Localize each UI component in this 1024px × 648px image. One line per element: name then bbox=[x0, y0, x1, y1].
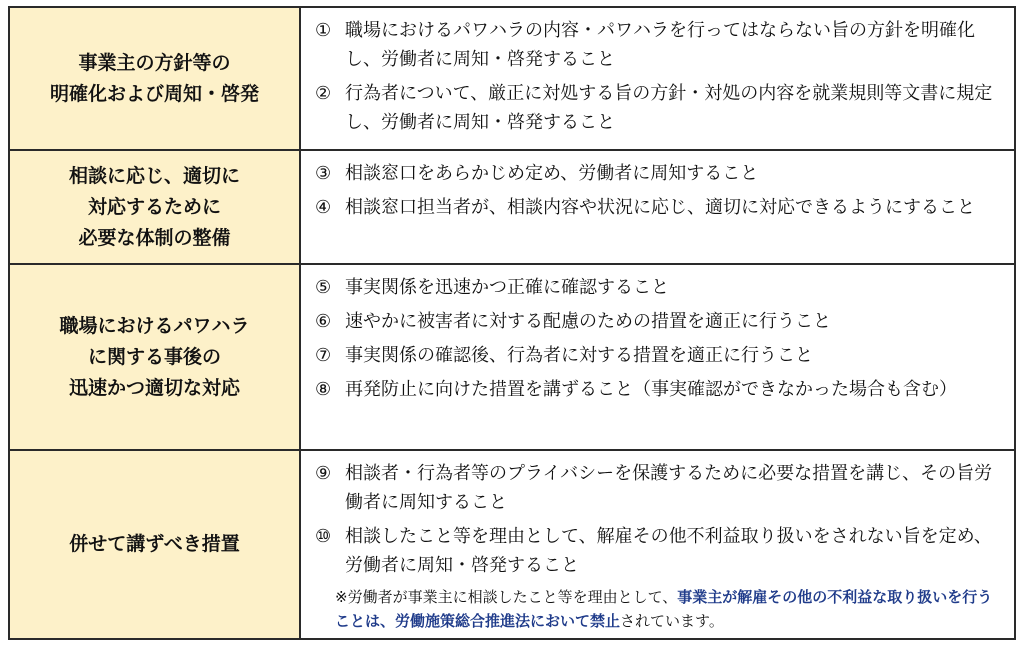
list-item: ④ 相談窓口担当者が、相談内容や状況に応じ、適切に対応できるようにすること bbox=[315, 197, 975, 218]
list-item: ⑨ 相談者・行為者等のプライバシーを保護するために必要な措置を講じ、その旨労働者に周知すること bbox=[315, 463, 993, 513]
list-item: ⑤ 事実関係を迅速かつ正確に確認すること bbox=[315, 277, 669, 298]
list-item: ② 行為者について、厳正に対処する旨の方針・対処の内容を就業規則等文書に規定し、労働者に周知・啓発すること bbox=[315, 83, 993, 133]
row-body-1 bbox=[301, 8, 1014, 151]
footnote-suffix: されています。 bbox=[620, 612, 724, 630]
list-item: ⑩ 相談したこと等を理由として、解雇その他不利益取り扱いをされない旨を定め、労働者に周知・啓発すること bbox=[315, 526, 992, 576]
row-body-3 bbox=[301, 265, 1014, 451]
list-item: ⑧ 再発防止に向けた措置を講ずること（事実確認ができなかった場合も含む） bbox=[315, 379, 957, 400]
footnote bbox=[335, 585, 1004, 633]
list-item: ① 職場におけるパワハラの内容・パワハラを行ってはならない旨の方針を明確化し、労働者に周知・啓発すること bbox=[315, 20, 975, 70]
row-heading-2: 相談に応じ、適切に 対応するために 必要な体制の整備 bbox=[10, 151, 301, 265]
footnote-prefix: ※労働者が事業主に相談したこと等を理由として、 bbox=[335, 588, 678, 606]
row-body-2 bbox=[301, 151, 1014, 265]
row-body-4 bbox=[301, 451, 1014, 638]
row-heading-1: 事業主の方針等の 明確化および周知・啓発 bbox=[10, 8, 301, 151]
list-item: ⑦ 事実関係の確認後、行為者に対する措置を適正に行うこと bbox=[315, 345, 813, 366]
row-heading-4: 併せて講ずべき措置 bbox=[10, 451, 301, 638]
measures-table bbox=[8, 6, 1016, 640]
list-item: ③ 相談窓口をあらかじめ定め、労働者に周知すること bbox=[315, 163, 759, 184]
row-heading-3: 職場におけるパワハラ に関する事後の 迅速かつ適切な対応 bbox=[10, 265, 301, 451]
footnote-highlight: 事業主が解雇その他の不利益な取り扱いを行うことは、労働施策総合推進法において禁止 bbox=[335, 588, 993, 630]
list-item: ⑥ 速やかに被害者に対する配慮のための措置を適正に行うこと bbox=[315, 311, 831, 332]
